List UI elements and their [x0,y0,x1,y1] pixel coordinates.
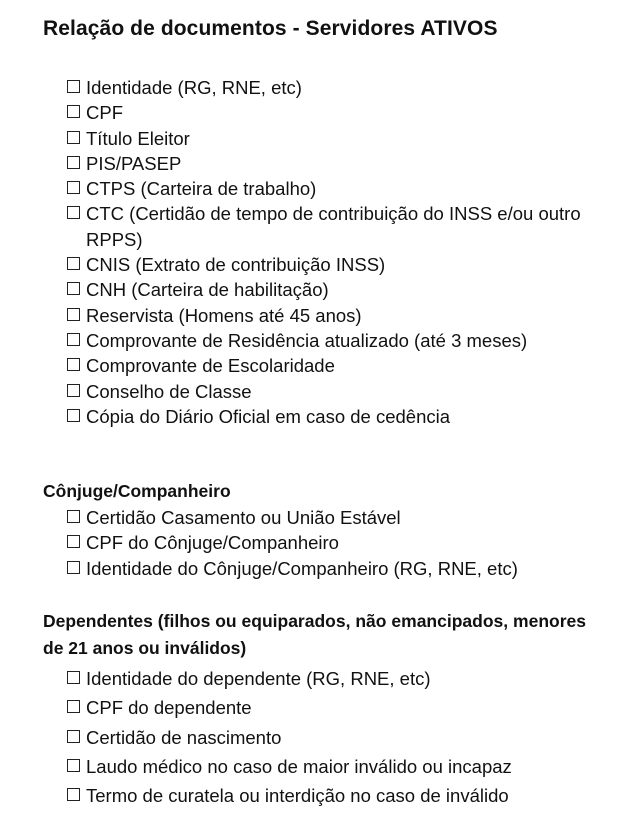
checkbox-icon[interactable] [67,561,80,574]
list-item [67,379,597,404]
checkbox-icon[interactable] [67,358,80,371]
checkbox-icon[interactable] [67,80,80,93]
list-item [67,752,597,781]
item-label: Conselho de Classe [86,380,252,402]
item-label: Comprovante de Residência atualizado (até 3 meses) [86,329,528,351]
list-item [67,530,597,555]
item-label: CPF do Cônjuge/Companheiro [86,532,339,554]
checkbox-icon[interactable] [67,156,80,169]
checkbox-icon[interactable] [67,308,80,321]
list-item [67,176,597,201]
checkbox-icon[interactable] [67,700,80,713]
checkbox-icon[interactable] [67,409,80,422]
item-label: CNIS (Extrato de contribuição INSS) [86,254,386,276]
checkbox-icon[interactable] [67,282,80,295]
item-label: Termo de curatela ou interdição no caso de inválido [86,785,509,807]
list-item [67,201,597,252]
checkbox-icon[interactable] [67,788,80,801]
checkbox-icon[interactable] [67,257,80,270]
list-item [67,556,597,581]
checkbox-icon[interactable] [67,671,80,684]
item-label: CTC (Certidão de tempo de contribuição do INSS e/ou outro RPPS) [86,203,581,250]
list-item [67,126,597,151]
document-title: Relação de documentos - Servidores ATIVOS [43,17,498,40]
item-label: Certidão Casamento ou União Estável [86,507,401,528]
item-label: CNH (Carteira de habilitação) [86,279,329,301]
list-item [67,404,597,429]
spouse-heading: Cônjuge/Companheiro [43,481,231,501]
checkbox-icon[interactable] [67,730,80,743]
item-label: Comprovante de Escolaridade [86,355,335,377]
item-label: Identidade do Cônjuge/Companheiro (RG, RNE, etc) [86,557,518,579]
list-item [67,75,597,100]
list-item [67,353,597,378]
checkbox-icon[interactable] [67,535,80,548]
list-item [67,277,597,302]
main-documents-list [67,75,597,429]
item-label: PIS/PASEP [86,152,182,174]
list-item [67,664,597,693]
item-label: CPF [86,102,123,124]
checkbox-icon[interactable] [67,510,80,523]
item-label: Identidade do dependente (RG, RNE, etc) [86,668,431,689]
list-item [67,303,597,328]
list-item [67,781,597,810]
checkbox-icon[interactable] [67,105,80,118]
item-label: Laudo médico no caso de maior inválido ou incapaz [86,755,512,777]
list-item [67,328,597,353]
list-item [67,151,597,176]
dependents-documents-list [67,664,597,810]
checkbox-icon[interactable] [67,206,80,219]
list-item [67,693,597,722]
spouse-documents-list [67,505,597,581]
list-item [67,505,597,530]
list-item [67,723,597,752]
list-item [67,100,597,125]
item-label: Certidão de nascimento [86,726,282,748]
item-label: Cópia do Diário Oficial em caso de cedência [86,405,451,427]
dependents-heading: Dependentes (filhos ou equiparados, não emancipados, menores de 21 anos ou inválidos) [43,611,586,658]
checkbox-icon[interactable] [67,384,80,397]
item-label: Título Eleitor [86,127,190,149]
item-label: Identidade (RG, RNE, etc) [86,77,302,98]
checkbox-icon[interactable] [67,181,80,194]
checkbox-icon[interactable] [67,333,80,346]
item-label: CTPS (Carteira de trabalho) [86,178,317,200]
checkbox-icon[interactable] [67,131,80,144]
item-label: CPF do dependente [86,697,252,719]
item-label: Reservista (Homens até 45 anos) [86,304,362,326]
checkbox-icon[interactable] [67,759,80,772]
list-item [67,252,597,277]
